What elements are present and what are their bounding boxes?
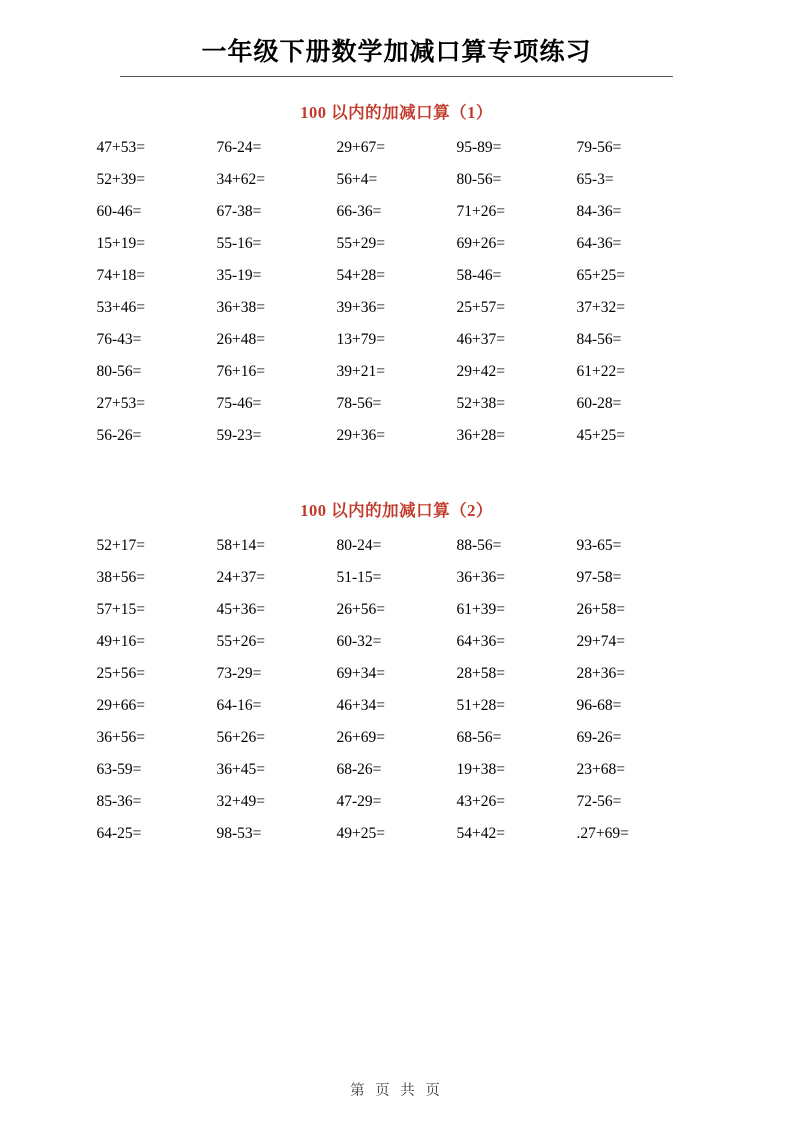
- problem-row: [97, 331, 697, 349]
- problem-cell: 45+36=: [216, 601, 265, 618]
- problem-cell: 76-43=: [96, 331, 142, 348]
- problem-cell: 61+22=: [576, 363, 625, 380]
- problem-cell: 51-15=: [336, 569, 382, 586]
- problem-cell: 80-56=: [456, 171, 502, 188]
- problem-cell: 49+16=: [96, 633, 145, 650]
- problem-cell: 64-36=: [576, 235, 622, 252]
- problem-cell: 28+36=: [576, 665, 625, 682]
- problem-grid: [97, 139, 697, 445]
- problem-cell: 80-56=: [96, 363, 142, 380]
- problem-cell: 56-26=: [96, 427, 142, 444]
- problem-cell: 36+38=: [216, 299, 265, 316]
- problem-row: [97, 363, 697, 381]
- problem-cell: 73-29=: [216, 665, 262, 682]
- problem-cell: 28+58=: [456, 665, 505, 682]
- problem-cell: .27+69=: [576, 825, 629, 842]
- problem-cell: 58-46=: [456, 267, 502, 284]
- problem-cell: 85-36=: [96, 793, 142, 810]
- problem-cell: 49+25=: [336, 825, 385, 842]
- problem-cell: 59-23=: [216, 427, 262, 444]
- problem-cell: 71+26=: [456, 203, 505, 220]
- problem-cell: 80-24=: [336, 537, 382, 554]
- page-title: 一年级下册数学加减口算专项练习: [201, 37, 592, 66]
- problem-cell: 29+67=: [336, 139, 385, 156]
- problem-cell: 72-56=: [576, 793, 622, 810]
- section-2: [60, 497, 733, 843]
- problem-cell: 56+26=: [216, 729, 265, 746]
- problem-cell: 39+36=: [336, 299, 385, 316]
- problem-cell: 25+56=: [96, 665, 145, 682]
- problem-cell: 57+15=: [96, 601, 145, 618]
- problem-cell: 52+17=: [96, 537, 145, 554]
- problem-cell: 36+28=: [456, 427, 505, 444]
- problem-cell: 55-16=: [216, 235, 262, 252]
- problem-cell: 60-28=: [576, 395, 622, 412]
- problem-cell: 51+28=: [456, 697, 505, 714]
- problem-cell: 29+36=: [336, 427, 385, 444]
- section-title: 100 以内的加减口算（1）: [300, 103, 493, 122]
- problem-cell: 36+56=: [96, 729, 145, 746]
- problem-cell: 38+56=: [96, 569, 145, 586]
- problem-cell: 74+18=: [96, 267, 145, 284]
- problem-cell: 79-56=: [576, 139, 622, 156]
- problem-cell: 32+49=: [216, 793, 265, 810]
- problem-cell: 39+21=: [336, 363, 385, 380]
- problem-cell: 47-29=: [336, 793, 382, 810]
- problem-cell: 29+74=: [576, 633, 625, 650]
- problem-cell: 84-56=: [576, 331, 622, 348]
- problem-cell: 66-36=: [336, 203, 382, 220]
- problem-row: [97, 299, 697, 317]
- problem-cell: 60-32=: [336, 633, 382, 650]
- problem-cell: 64-25=: [96, 825, 142, 842]
- problem-cell: 58+14=: [216, 537, 265, 554]
- problem-cell: 29+42=: [456, 363, 505, 380]
- problem-cell: 26+56=: [336, 601, 385, 618]
- problem-row: [97, 793, 697, 811]
- problem-row: [97, 537, 697, 555]
- problem-cell: 27+53=: [96, 395, 145, 412]
- problem-cell: 93-65=: [576, 537, 622, 554]
- problem-cell: 54+28=: [336, 267, 385, 284]
- problem-cell: 96-68=: [576, 697, 622, 714]
- problem-cell: 69+26=: [456, 235, 505, 252]
- problem-cell: 64-16=: [216, 697, 262, 714]
- problem-row: [97, 825, 697, 843]
- problem-cell: 76+16=: [216, 363, 265, 380]
- problem-cell: 68-26=: [336, 761, 382, 778]
- problem-cell: 24+37=: [216, 569, 265, 586]
- problem-cell: 36+36=: [456, 569, 505, 586]
- title-divider: [120, 76, 673, 77]
- problem-cell: 98-53=: [216, 825, 262, 842]
- problem-cell: 15+19=: [96, 235, 145, 252]
- page-footer: 第 页 共 页: [350, 1083, 443, 1099]
- problem-cell: 67-38=: [216, 203, 262, 220]
- problem-row: [97, 267, 697, 285]
- problem-cell: 23+68=: [576, 761, 625, 778]
- problem-cell: 65-3=: [576, 171, 614, 188]
- problem-row: [97, 665, 697, 683]
- problem-row: [97, 697, 697, 715]
- problem-row: [97, 633, 697, 651]
- problem-cell: 29+66=: [96, 697, 145, 714]
- problem-cell: 75-46=: [216, 395, 262, 412]
- problem-cell: 97-58=: [576, 569, 622, 586]
- problem-cell: 52+38=: [456, 395, 505, 412]
- problem-row: [97, 601, 697, 619]
- problem-cell: 84-36=: [576, 203, 622, 220]
- problem-row: [97, 395, 697, 413]
- problem-cell: 69-26=: [576, 729, 622, 746]
- problem-cell: 45+25=: [576, 427, 625, 444]
- problem-cell: 54+42=: [456, 825, 505, 842]
- problem-cell: 95-89=: [456, 139, 502, 156]
- problem-cell: 65+25=: [576, 267, 625, 284]
- problem-cell: 55+26=: [216, 633, 265, 650]
- problem-cell: 37+32=: [576, 299, 625, 316]
- problem-cell: 60-46=: [96, 203, 142, 220]
- problem-cell: 64+36=: [456, 633, 505, 650]
- problem-cell: 47+53=: [96, 139, 145, 156]
- section-1: [60, 99, 733, 445]
- problem-cell: 26+58=: [576, 601, 625, 618]
- problem-cell: 43+26=: [456, 793, 505, 810]
- problem-cell: 56+4=: [336, 171, 378, 188]
- problem-cell: 61+39=: [456, 601, 505, 618]
- problem-cell: 46+37=: [456, 331, 505, 348]
- problem-row: [97, 139, 697, 157]
- problem-cell: 25+57=: [456, 299, 505, 316]
- problem-row: [97, 171, 697, 189]
- problem-row: [97, 203, 697, 221]
- problem-cell: 46+34=: [336, 697, 385, 714]
- problem-row: [97, 569, 697, 587]
- problem-cell: 69+34=: [336, 665, 385, 682]
- problem-cell: 13+79=: [336, 331, 385, 348]
- problem-cell: 52+39=: [96, 171, 145, 188]
- problem-row: [97, 427, 697, 445]
- problem-grid: [97, 537, 697, 843]
- problem-cell: 34+62=: [216, 171, 265, 188]
- problem-cell: 35-19=: [216, 267, 262, 284]
- problem-cell: 55+29=: [336, 235, 385, 252]
- problem-row: [97, 235, 697, 253]
- problem-cell: 63-59=: [96, 761, 142, 778]
- problem-cell: 36+45=: [216, 761, 265, 778]
- problem-cell: 26+69=: [336, 729, 385, 746]
- problem-cell: 78-56=: [336, 395, 382, 412]
- problem-cell: 68-56=: [456, 729, 502, 746]
- problem-cell: 88-56=: [456, 537, 502, 554]
- problem-row: [97, 729, 697, 747]
- problem-cell: 19+38=: [456, 761, 505, 778]
- problem-cell: 26+48=: [216, 331, 265, 348]
- section-title: 100 以内的加减口算（2）: [300, 501, 493, 520]
- problem-row: [97, 761, 697, 779]
- problem-cell: 76-24=: [216, 139, 262, 156]
- problem-cell: 53+46=: [96, 299, 145, 316]
